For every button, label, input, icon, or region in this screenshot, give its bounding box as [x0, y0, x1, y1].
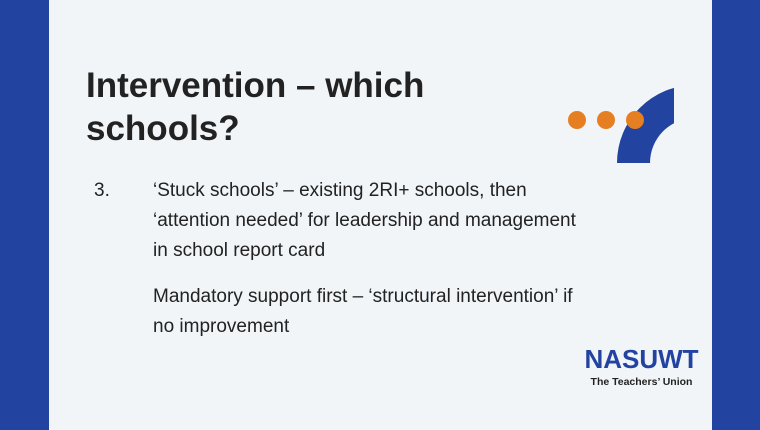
slide [49, 0, 712, 430]
decorative-graphic [564, 80, 674, 170]
quarter-arc-icon [617, 85, 674, 163]
logo-tagline: The Teachers’ Union [590, 376, 693, 388]
list-item-number: 3. [94, 180, 110, 201]
slide-title: Intervention – which schools? [86, 66, 425, 148]
list-item-subtext: Mandatory support first – ‘structural intervention’ if no improvement [153, 286, 573, 337]
nasuwt-logo [584, 345, 699, 389]
list-item-text: ‘Stuck schools’ – existing 2RI+ schools, then ‘attention needed’ for leadership and management in school report card [153, 180, 576, 261]
three-dots-icon [568, 111, 644, 129]
logo-name: NASUWT [584, 344, 699, 374]
